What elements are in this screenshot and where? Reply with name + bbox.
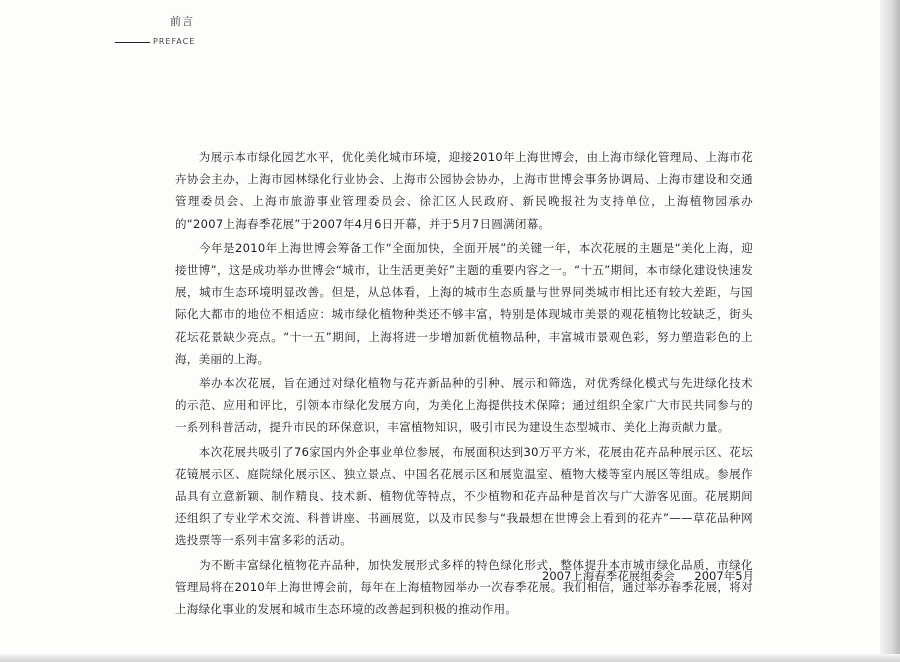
- signature-organization: 2007上海春季花展组委会: [542, 569, 675, 583]
- signature-date: 2007年5月: [694, 569, 755, 583]
- section-title: 前言: [170, 15, 194, 28]
- page-bottom-edge: [0, 654, 900, 662]
- paragraph-2: 今年是2010年上海世博会筹备工作“全面加快，全面开展”的关键一年，本次花展的主题是“美化上海，迎接世博”，这是成功举办世博会“城市，让生活更美好”主题的重要内容之一。“十五”期间，本市绿化建设快速发展，城市生态环境明显改善。但是，从总体看，上海的城市生态质量与世界同类城市相比还有较大差距，与国际化大都市的地位不相适应：城市绿化植物种类还不够丰富，特别是体现城市美景的观花植物比较缺乏，街头花坛花景缺少亮点。“十一五”期间，上海将进一步增加新优植物品种，丰富城市景观色彩，努力塑造彩色的上海，美丽的上海。: [175, 240, 753, 366]
- signature-line: [542, 565, 755, 587]
- header-rule: [115, 42, 150, 43]
- section-subtitle: PREFACE: [153, 37, 196, 46]
- page-header: [115, 12, 235, 46]
- page-edge-shadow: [880, 0, 900, 662]
- paragraph-1: 为展示本市绿化园艺水平，优化美化城市环境，迎接2010年上海世博会，由上海市绿化管理局、上海市花卉协会主办，上海市园林绿化行业协会、上海市公园协会协办，上海市世博会事务协调局、上海市建设和交通管理委员会、上海市旅游事业管理委员会、徐汇区人民政府、新民晚报社为支持单位，上海植物园承办的“2007上海春季花展”于2007年4月6日开幕，并于5月7日圆满闭幕。: [175, 150, 753, 231]
- paragraph-3: 举办本次花展，旨在通过对绿化植物与花卉新品种的引种、展示和筛选，对优秀绿化模式与先进绿化技术的示范、应用和评比，引领本市绿化发展方向，为美化上海提供技术保障；通过组织全家广大市民共同参与的一系列科普活动，提升市民的环保意识，丰富植物知识，吸引市民为建设生态型城市、美化上海贡献力量。: [175, 376, 753, 435]
- preface-body: [175, 146, 753, 622]
- paragraph-5: 为不断丰富绿化植物花卉品种，加快发展形式多样的特色绿化形式，整体提升本市城市绿化品质，市绿化管理局将在2010年上海世博会前，每年在上海植物园举办一次春季花展。我们相信，通过举办春季花展，将对上海绿化事业的发展和城市生态环境的改善起到积极的推动作用。: [175, 557, 753, 617]
- paragraph-4: 本次花展共吸引了76家国内外企事业单位参展，布展面积达到30万平方米，花展由花卉品种展示区、花坛花镜展示区、庭院绿化展示区、独立景点、中国名花展示区和展览温室、植物大楼等室内展区等组成。参展作品具有立意新颖、制作精良、技术新、植物优等特点，不少植物和花卉品种是首次与广大游客见面。花展期间还组织了专业学术交流、科普讲座、书画展览，以及市民参与“我最想在世博会上看到的花卉”——草花品种网选投票等一系列丰富多彩的活动。: [175, 444, 753, 548]
